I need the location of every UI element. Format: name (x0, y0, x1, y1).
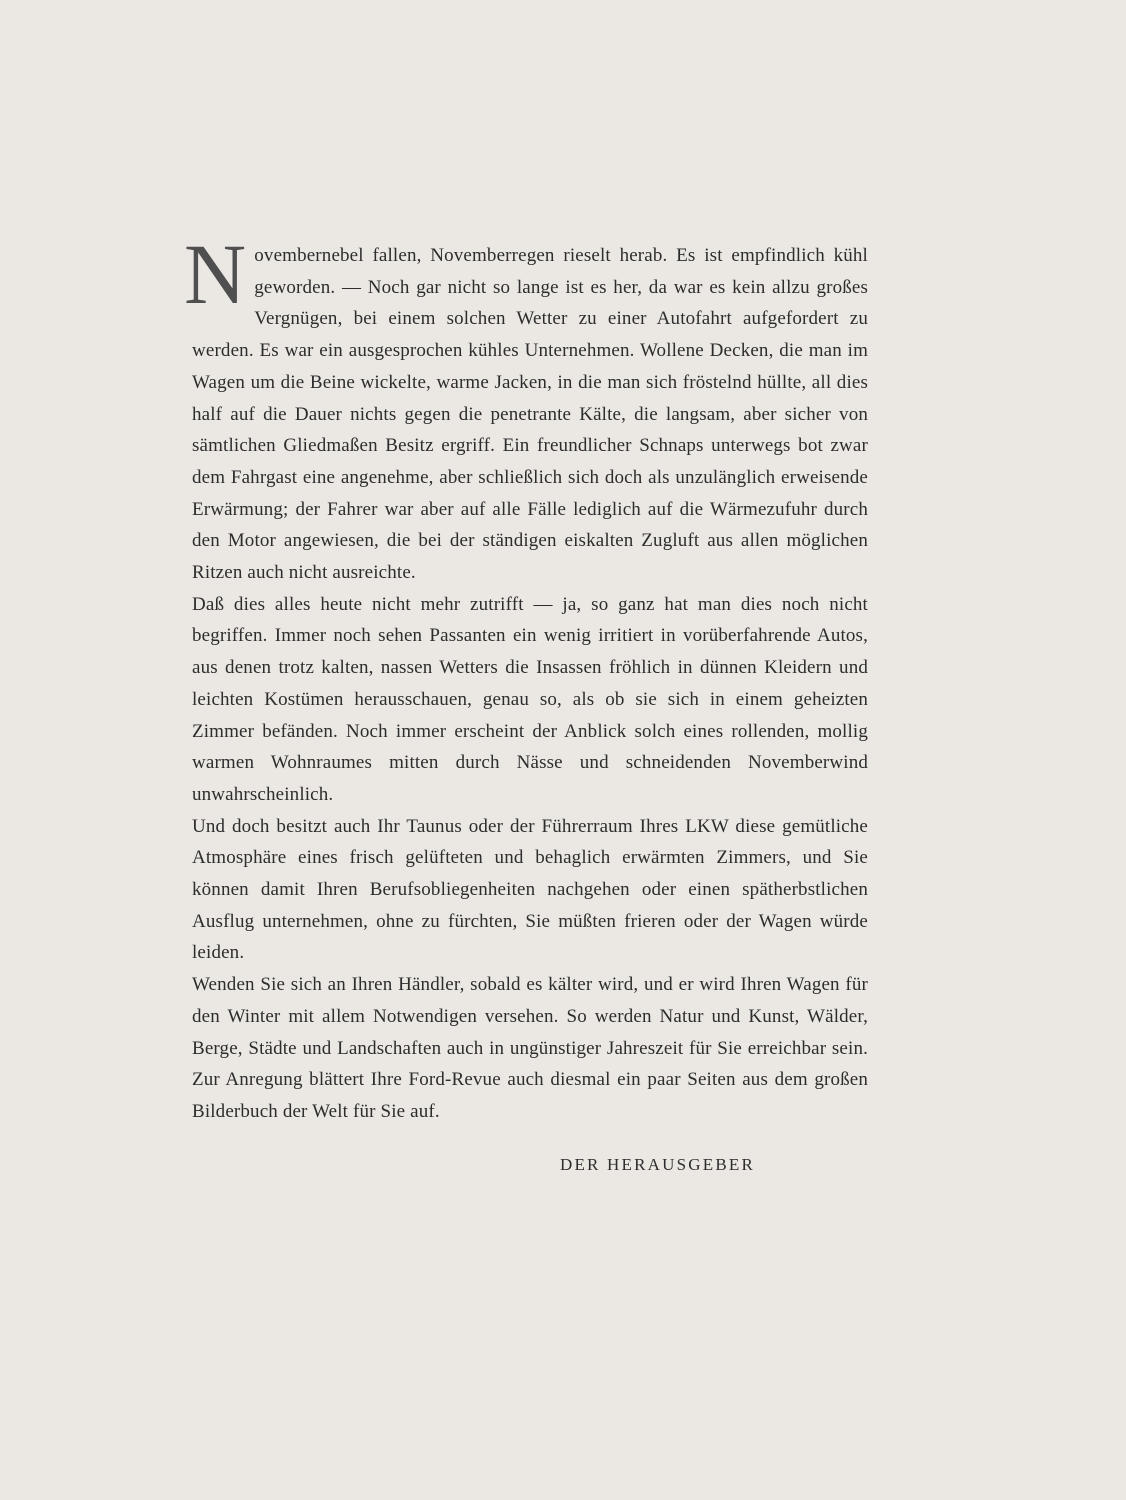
paragraph-3: Und doch besitzt auch Ihr Taunus oder der Führerraum Ihres LKW diese gemütliche Atmosphäre eines frisch gelüfteten und behaglich erwärmten Zimmers, und Sie können damit Ihren Berufsobliegenheiten nachgehen oder einen spätherbstlichen Ausflug unternehmen, ohne zu fürchten, Sie müßten frieren oder der Wagen würde leiden. (192, 815, 868, 964)
paragraph-1-text: ovembernebel fallen, Novemberregen rieselt herab. Es ist empfindlich kühl geworden. — Noch gar nicht so lange ist es her, da war es kein allzu großes Vergnügen, bei einem solchen Wetter zu einer Autofahrt aufgefordert zu werden. Es war ein ausgesprochen kühles Unternehmen. Wollene Decken, die man im Wagen um die Beine wickelte, warme Jacken, in die man sich fröstelnd hüllte, all dies half auf die Dauer nichts gegen die penetrante Kälte, die langsam, aber sicher von sämtlichen Gliedmaßen Besitz ergriff. Ein freundlicher Schnaps unterwegs bot zwar dem Fahrgast eine angenehme, aber schließlich sich doch als unzulänglich erweisende Erwärmung; der Fahrer war aber auf alle Fälle lediglich auf die Wärmezufuhr durch den Motor angewiesen, die bei der ständigen eiskalten Zugluft aus allen möglichen Ritzen auch nicht ausreichte. (192, 245, 868, 584)
signature: DER HERAUSGEBER (560, 1155, 755, 1174)
editorial-text (184, 226, 868, 1128)
paragraph-4: Wenden Sie sich an Ihren Händler, sobald es kälter wird, und er wird Ihren Wagen für den Winter mit allem Notwendigen versehen. So werden Natur und Kunst, Wälder, Berge, Städte und Landschaften auch in ungünstiger Jahreszeit für Sie erreichbar sein. Zur Anregung blättert Ihre Ford-Revue auch diesmal ein paar Seiten aus dem großen Bilderbuch der Welt für Sie auf. (192, 974, 868, 1122)
paragraph-2: Daß dies alles heute nicht mehr zutrifft — ja, so ganz hat man dies noch nicht begriffen. Immer noch sehen Passanten ein wenig irritiert in vorüberfahrende Autos, aus denen trotz kalten, nassen Wetters die Insassen fröhlich in dünnen Kleidern und leichten Kostümen herausschauen, genau so, als ob sie sich in einem geheizten Zimmer befänden. Noch immer erscheint der Anblick solch eines rollenden, mollig warmen Wohnraumes mitten durch Nässe und schneidenden Novemberwind unwahrscheinlich. (192, 593, 868, 805)
paragraph-1 (184, 226, 868, 589)
drop-cap-initial: N (184, 226, 247, 322)
